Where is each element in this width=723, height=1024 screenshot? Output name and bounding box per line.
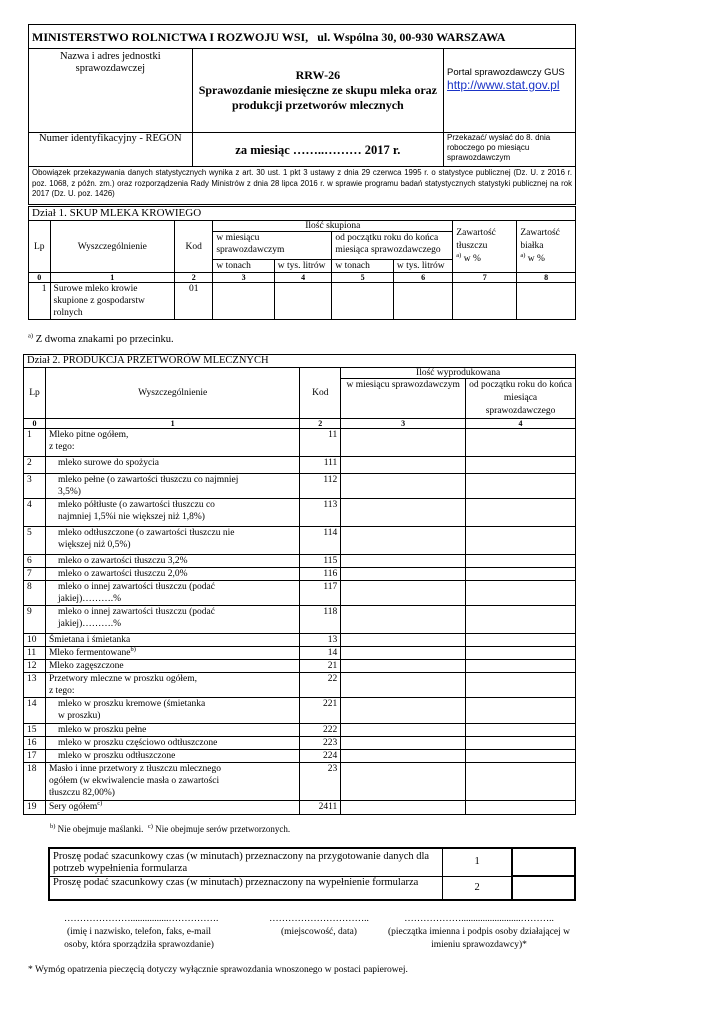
s1-row-code: 01 — [175, 283, 213, 320]
ministry-address: ul. Wspólna 30, 00-930 WARSZAWA — [317, 29, 506, 44]
s2-input-month[interactable] — [341, 647, 466, 660]
s2-row-desc — [45, 527, 299, 555]
s1-numbers-row — [29, 273, 576, 283]
s1-col-fat — [453, 221, 517, 273]
s2-row-desc-line: Mleko pitne ogółem, — [48, 430, 129, 440]
s2-row-code: 221 — [300, 698, 341, 724]
s2-input-ytd[interactable] — [466, 457, 576, 474]
s2-col-desc: Wyszczególnienie — [45, 368, 299, 419]
s1-data-row — [29, 283, 576, 320]
s2-input-ytd[interactable] — [466, 673, 576, 698]
s2-data-row — [24, 555, 576, 568]
s2-row-desc — [45, 555, 299, 568]
s2-row-desc-line: mleko w proszku częściowo odtłuszczone — [57, 738, 218, 748]
s1-num: 8 — [517, 273, 576, 283]
s2-row-desc — [45, 634, 299, 647]
s2-input-month[interactable] — [341, 673, 466, 698]
s2-row-code: 111 — [300, 457, 341, 474]
s2-row-desc-line: Masło i inne przetwory z tłuszczu mlecznego — [48, 764, 221, 774]
s1-num: 0 — [29, 273, 51, 283]
form-title: Sprawozdanie miesięczne ze skupu mleka oraz produkcji przetworów mlecznych — [198, 83, 437, 112]
s2-footnote-b: Nie obejmuje maślanki. — [57, 824, 144, 834]
s2-numbers-row — [24, 419, 576, 429]
s2-data-row — [24, 527, 576, 555]
s2-row-code: 117 — [300, 581, 341, 606]
s2-row-desc-line: mleko o zawartości tłuszczu 2,0% — [57, 569, 188, 579]
time-q2: Proszę podać szacunkowy czas (w minutach) przeznaczony na wypełnienie formularza — [49, 876, 443, 900]
s2-input-ytd[interactable] — [466, 555, 576, 568]
s2-row-desc-text: Sery ogółem — [48, 802, 98, 812]
s2-data-row — [24, 698, 576, 724]
s1-col-qty: Ilość skupiona — [213, 221, 453, 232]
s1-num: 5 — [332, 273, 394, 283]
s2-data-row — [24, 474, 576, 499]
regon-field[interactable] — [29, 133, 193, 167]
s2-input-ytd[interactable] — [466, 698, 576, 724]
s2-row-code: 14 — [300, 647, 341, 660]
s2-input-ytd[interactable] — [466, 634, 576, 647]
s2-row-desc-line: mleko o innej zawartości tłuszczu (podać — [57, 607, 215, 617]
s2-input-ytd[interactable] — [466, 568, 576, 581]
s2-data-row — [24, 499, 576, 527]
portal-cell — [444, 49, 576, 133]
s2-row-lp: 14 — [24, 698, 46, 724]
s2-data-row — [24, 647, 576, 660]
regon-label: Numer identyfikacyjny - REGON — [39, 133, 182, 144]
s2-row-desc-line: mleko surowe do spożycia — [57, 458, 160, 468]
s2-row-desc-line: mleko o innej zawartości tłuszczu (podać — [57, 582, 215, 592]
signature-dots: ………………………….. — [269, 914, 369, 924]
s2-row-lp: 1 — [24, 429, 46, 457]
signature-dots: …………………................……………. — [64, 914, 219, 924]
s2-row-desc-line: mleko w proszku pełne — [57, 725, 147, 735]
s2-input-month[interactable] — [341, 527, 466, 555]
ministry-name: MINISTERSTWO ROLNICTWA I ROZWOJU WSI, — [32, 29, 309, 44]
s2-row-code: 116 — [300, 568, 341, 581]
s1-input-ytd-tons[interactable] — [332, 283, 394, 320]
s2-row-desc-line: 3,5%) — [57, 487, 81, 497]
deadline-note: Przekazać/ wysłać do 8. dnia roboczego po miesiącu sprawozdawczym — [444, 133, 576, 167]
s2-row-desc-line: Mleko zagęszczone — [48, 661, 124, 671]
s2-input-ytd[interactable] — [466, 429, 576, 457]
portal-link[interactable]: http://www.stat.gov.pl — [447, 78, 560, 92]
s1-col-protein-unit: w % — [527, 254, 545, 264]
s2-input-month[interactable] — [341, 660, 466, 673]
s2-input-ytd[interactable] — [466, 527, 576, 555]
s2-num: 4 — [466, 419, 576, 429]
s2-row-lp: 8 — [24, 581, 46, 606]
signature-place-date[interactable] — [254, 913, 384, 939]
s2-col-qty: Ilość wyprodukowana — [341, 368, 576, 379]
s2-row-desc-line: z tego: — [48, 686, 75, 696]
s2-row-desc — [45, 673, 299, 698]
section2-table — [23, 354, 576, 815]
s2-num: 2 — [300, 419, 341, 429]
s2-row-lp: 19 — [24, 801, 46, 815]
s1-footnote-text: Z dwoma znakami po przecinku. — [35, 334, 174, 345]
signature-label: (imię i nazwisko, telefon, faks, e-mail osoby, która sporządziła sprawozdanie) — [64, 927, 214, 950]
s2-row-lp: 10 — [24, 634, 46, 647]
s1-col-ytd: od początku roku do końca miesiąca sprawozdawczego — [332, 232, 453, 260]
s2-row-lp: 15 — [24, 724, 46, 737]
header-table — [28, 24, 576, 205]
s2-row-desc — [45, 474, 299, 499]
s2-input-month[interactable] — [341, 750, 466, 763]
s1-col-protein-sup: a) — [520, 251, 526, 259]
s2-input-month[interactable] — [341, 737, 466, 750]
s2-row-desc — [45, 568, 299, 581]
time-q1-input[interactable] — [512, 848, 575, 876]
s2-input-ytd[interactable] — [466, 499, 576, 527]
s2-data-row — [24, 581, 576, 606]
s2-row-lp: 7 — [24, 568, 46, 581]
s1-col-tons-1: w tonach — [213, 260, 274, 273]
s2-row-desc — [45, 750, 299, 763]
s1-col-fat-sup: a) — [456, 251, 462, 259]
s2-row-desc — [45, 737, 299, 750]
s2-data-row — [24, 801, 576, 815]
s2-data-row — [24, 660, 576, 673]
s2-input-month[interactable] — [341, 474, 466, 499]
s1-footnote-mark: a) — [28, 332, 34, 340]
legal-note: Obowiązek przekazywania danych statystycznych wynika z art. 30 ust. 1 pkt 3 ustawy z dnia 29 czerwca 1995 r. o statystyce publicznej (Dz. U. z 2016 r. poz. 1068, z późn. zm.) oraz rozporządzenia Rady Ministrów z dnia 28 lipca 2016 r. w sprawie programu badań statystycznych statystyki publicznej na rok 2017 (Dz. U. poz. 1426) — [29, 167, 576, 205]
s2-input-ytd[interactable] — [466, 660, 576, 673]
s1-col-month: w miesiącu sprawozdawczym — [213, 232, 332, 260]
s2-row-desc — [45, 457, 299, 474]
unit-name-field[interactable] — [29, 49, 193, 133]
s2-input-month[interactable] — [341, 581, 466, 606]
s2-data-row — [24, 568, 576, 581]
s2-row-desc — [45, 660, 299, 673]
s2-row-lp: 11 — [24, 647, 46, 660]
s1-num: 3 — [213, 273, 274, 283]
footer-note: * Wymóg opatrzenia pieczęcią dotyczy wyłącznie sprawozdania wnoszonego w postaci papierowej. — [28, 965, 408, 975]
s2-row-desc-line: Przetwory mleczne w proszku ogółem, — [48, 674, 197, 684]
s1-col-protein — [517, 221, 576, 273]
s2-footnote-b-mark: b) — [50, 823, 56, 830]
s2-row-desc-line: najmniej 1,5%i nie większej niż 1,8%) — [57, 512, 205, 522]
s2-data-row — [24, 634, 576, 647]
s2-row-lp: 12 — [24, 660, 46, 673]
s2-row-footnote-mark: c) — [97, 799, 103, 807]
ministry-header — [29, 25, 576, 49]
s2-footnote-c-mark: c) — [147, 823, 153, 830]
s2-row-code: 115 — [300, 555, 341, 568]
time-q2-num: 2 — [443, 876, 513, 900]
s2-input-month[interactable] — [341, 457, 466, 474]
s2-row-code: 112 — [300, 474, 341, 499]
s2-row-desc-line: mleko w proszku kremowe (śmietanka — [57, 699, 206, 709]
s2-input-month[interactable] — [341, 555, 466, 568]
s2-footnote-c: Nie obejmuje serów przetworzonych. — [155, 824, 291, 834]
s2-row-desc-line: tłuszczu 82,00%) — [48, 788, 115, 798]
s1-input-fat[interactable] — [453, 283, 517, 320]
s2-row-lp: 13 — [24, 673, 46, 698]
time-q2-input[interactable] — [512, 876, 575, 900]
s2-num: 3 — [341, 419, 466, 429]
s1-row-lp: 1 — [29, 283, 51, 320]
section1-table — [28, 206, 576, 320]
s2-row-desc-line: mleko półtłuste (o zawartości tłuszczu co — [57, 500, 215, 510]
s2-row-code: 223 — [300, 737, 341, 750]
signature-label: (miejscowość, data) — [281, 927, 357, 937]
s2-row-desc — [45, 581, 299, 606]
s2-row-desc-line: jakiej)……….% — [57, 619, 122, 629]
s2-row-code: 2411 — [300, 801, 341, 815]
time-table — [48, 847, 576, 901]
s2-row-lp: 9 — [24, 606, 46, 634]
s2-row-code: 23 — [300, 763, 341, 801]
section2-title: Dział 2. PRODUKCJA PRZETWORÓW MLECZNYCH — [24, 355, 576, 368]
s1-input-month-tons[interactable] — [213, 283, 274, 320]
s2-row-desc-line: z tego: — [48, 442, 75, 452]
s1-row-desc: Surowe mleko krowie skupione z gospodarstw rolnych — [50, 283, 175, 320]
period-cell[interactable] — [192, 133, 443, 167]
s1-input-ytd-liters[interactable] — [393, 283, 452, 320]
time-q1: Proszę podać szacunkowy czas (w minutach) przeznaczony na przygotowanie danych dla potrzeb wypełnienia formularza — [49, 848, 443, 876]
s2-row-code: 13 — [300, 634, 341, 647]
s2-row-desc-line: mleko odtłuszczone (o zawartości tłuszczu nie — [57, 528, 235, 538]
s2-input-month[interactable] — [341, 606, 466, 634]
s2-input-ytd[interactable] — [466, 737, 576, 750]
s2-row-desc-line: mleko w proszku odtłuszczone — [57, 751, 176, 761]
portal-label: Portal sprawozdawczy GUS — [447, 67, 565, 78]
signature-label: (pieczątka imienna i podpis osoby działającej w imieniu sprawozdawcy)* — [387, 927, 571, 950]
s1-col-liters-1: w tys. litrów — [274, 260, 332, 273]
s2-num: 1 — [45, 419, 299, 429]
s1-num: 7 — [453, 273, 517, 283]
s2-row-desc-line: większej niż 0,5%) — [57, 540, 131, 550]
s2-row-code: 11 — [300, 429, 341, 457]
s2-input-month[interactable] — [341, 568, 466, 581]
s2-row-desc-line-wrap — [49, 647, 296, 659]
s1-num: 2 — [175, 273, 213, 283]
s2-input-ytd[interactable] — [466, 606, 576, 634]
s2-row-lp: 6 — [24, 555, 46, 568]
s2-col-month: w miesiącu sprawozdawczym — [341, 379, 466, 419]
s2-row-footnote-mark: b) — [130, 645, 136, 653]
s2-data-row — [24, 724, 576, 737]
s2-row-desc — [45, 724, 299, 737]
signature-representative[interactable] — [386, 913, 572, 952]
s2-row-lp: 17 — [24, 750, 46, 763]
s2-row-desc-line: jakiej)……….% — [57, 594, 122, 604]
s2-row-lp: 3 — [24, 474, 46, 499]
s2-input-ytd[interactable] — [466, 474, 576, 499]
s2-row-desc — [45, 499, 299, 527]
s2-row-desc-line: Śmietana i śmietanka — [48, 635, 131, 645]
s1-col-desc: Wyszczególnienie — [50, 221, 175, 273]
s2-row-desc-line: w proszku) — [57, 711, 101, 721]
s2-data-row — [24, 673, 576, 698]
s1-col-tons-2: w tonach — [332, 260, 394, 273]
signature-preparer[interactable] — [64, 913, 219, 952]
s2-input-month[interactable] — [341, 499, 466, 527]
s2-row-desc — [45, 801, 299, 815]
s2-input-month[interactable] — [341, 634, 466, 647]
s2-row-code: 114 — [300, 527, 341, 555]
s2-data-row — [24, 763, 576, 801]
period-label: za miesiąc ……..……… 2017 r. — [235, 142, 401, 157]
signature-dots: ……………….........................……….. — [404, 914, 554, 924]
s2-input-month[interactable] — [341, 801, 466, 815]
s1-col-code: Kod — [175, 221, 213, 273]
s2-input-month[interactable] — [341, 429, 466, 457]
s2-data-row — [24, 750, 576, 763]
s1-footnote — [28, 334, 174, 345]
s2-row-lp: 2 — [24, 457, 46, 474]
s2-row-lp: 4 — [24, 499, 46, 527]
s2-row-desc-line: mleko o zawartości tłuszczu 3,2% — [57, 556, 188, 566]
s1-col-protein-label: Zawartość białka — [520, 228, 560, 251]
s2-row-code: 224 — [300, 750, 341, 763]
s2-input-ytd[interactable] — [466, 750, 576, 763]
s2-row-desc — [45, 606, 299, 634]
s2-col-lp: Lp — [24, 368, 46, 419]
s2-row-desc-line: ogółem (w ekwiwalencie masła o zawartości — [48, 776, 220, 786]
s1-num: 6 — [393, 273, 452, 283]
s1-input-protein[interactable] — [517, 283, 576, 320]
s2-input-month[interactable] — [341, 724, 466, 737]
s1-col-lp: Lp — [29, 221, 51, 273]
s2-row-desc-text: Mleko fermentowane — [48, 648, 131, 658]
s2-row-desc — [45, 429, 299, 457]
s2-row-desc — [45, 698, 299, 724]
s2-input-ytd[interactable] — [466, 647, 576, 660]
s2-row-lp: 16 — [24, 737, 46, 750]
s2-row-desc — [45, 763, 299, 801]
s2-input-ytd[interactable] — [466, 581, 576, 606]
s2-num: 0 — [24, 419, 46, 429]
s2-input-ytd[interactable] — [466, 801, 576, 815]
s2-col-ytd: od początku roku do końca miesiąca sprawozdawczego — [466, 379, 576, 419]
section1-title: Dział 1. SKUP MLEKA KROWIEGO — [29, 207, 576, 221]
s2-row-desc-line-wrap — [49, 801, 296, 813]
s2-row-desc — [45, 647, 299, 660]
s2-data-row — [24, 457, 576, 474]
s2-data-row — [24, 606, 576, 634]
s2-row-code: 22 — [300, 673, 341, 698]
s1-col-fat-unit: w % — [463, 254, 481, 264]
s1-num: 1 — [50, 273, 175, 283]
unit-name-label: Nazwa i adres jednostki sprawozdawczej — [60, 51, 161, 74]
s2-row-desc-line: mleko pełne (o zawartości tłuszczu co najmniej — [57, 475, 239, 485]
form-code: RRW-26 — [295, 68, 341, 82]
s2-data-row — [24, 429, 576, 457]
s2-col-code: Kod — [300, 368, 341, 419]
time-q1-num: 1 — [443, 848, 513, 876]
s1-input-month-liters[interactable] — [274, 283, 332, 320]
s2-row-code: 118 — [300, 606, 341, 634]
s1-num: 4 — [274, 273, 332, 283]
s2-input-month[interactable] — [341, 763, 466, 801]
s2-row-code: 222 — [300, 724, 341, 737]
s2-row-lp: 5 — [24, 527, 46, 555]
s2-body — [24, 429, 576, 815]
s1-col-fat-label: Zawartość tłuszczu — [456, 228, 496, 251]
form-title-cell — [192, 49, 443, 133]
s2-row-code: 113 — [300, 499, 341, 527]
s2-footnotes — [50, 824, 290, 834]
s2-input-ytd[interactable] — [466, 724, 576, 737]
s2-input-month[interactable] — [341, 698, 466, 724]
s2-row-lp: 18 — [24, 763, 46, 801]
s1-col-liters-2: w tys. litrów — [393, 260, 452, 273]
s2-row-code: 21 — [300, 660, 341, 673]
s2-input-ytd[interactable] — [466, 763, 576, 801]
s2-data-row — [24, 737, 576, 750]
